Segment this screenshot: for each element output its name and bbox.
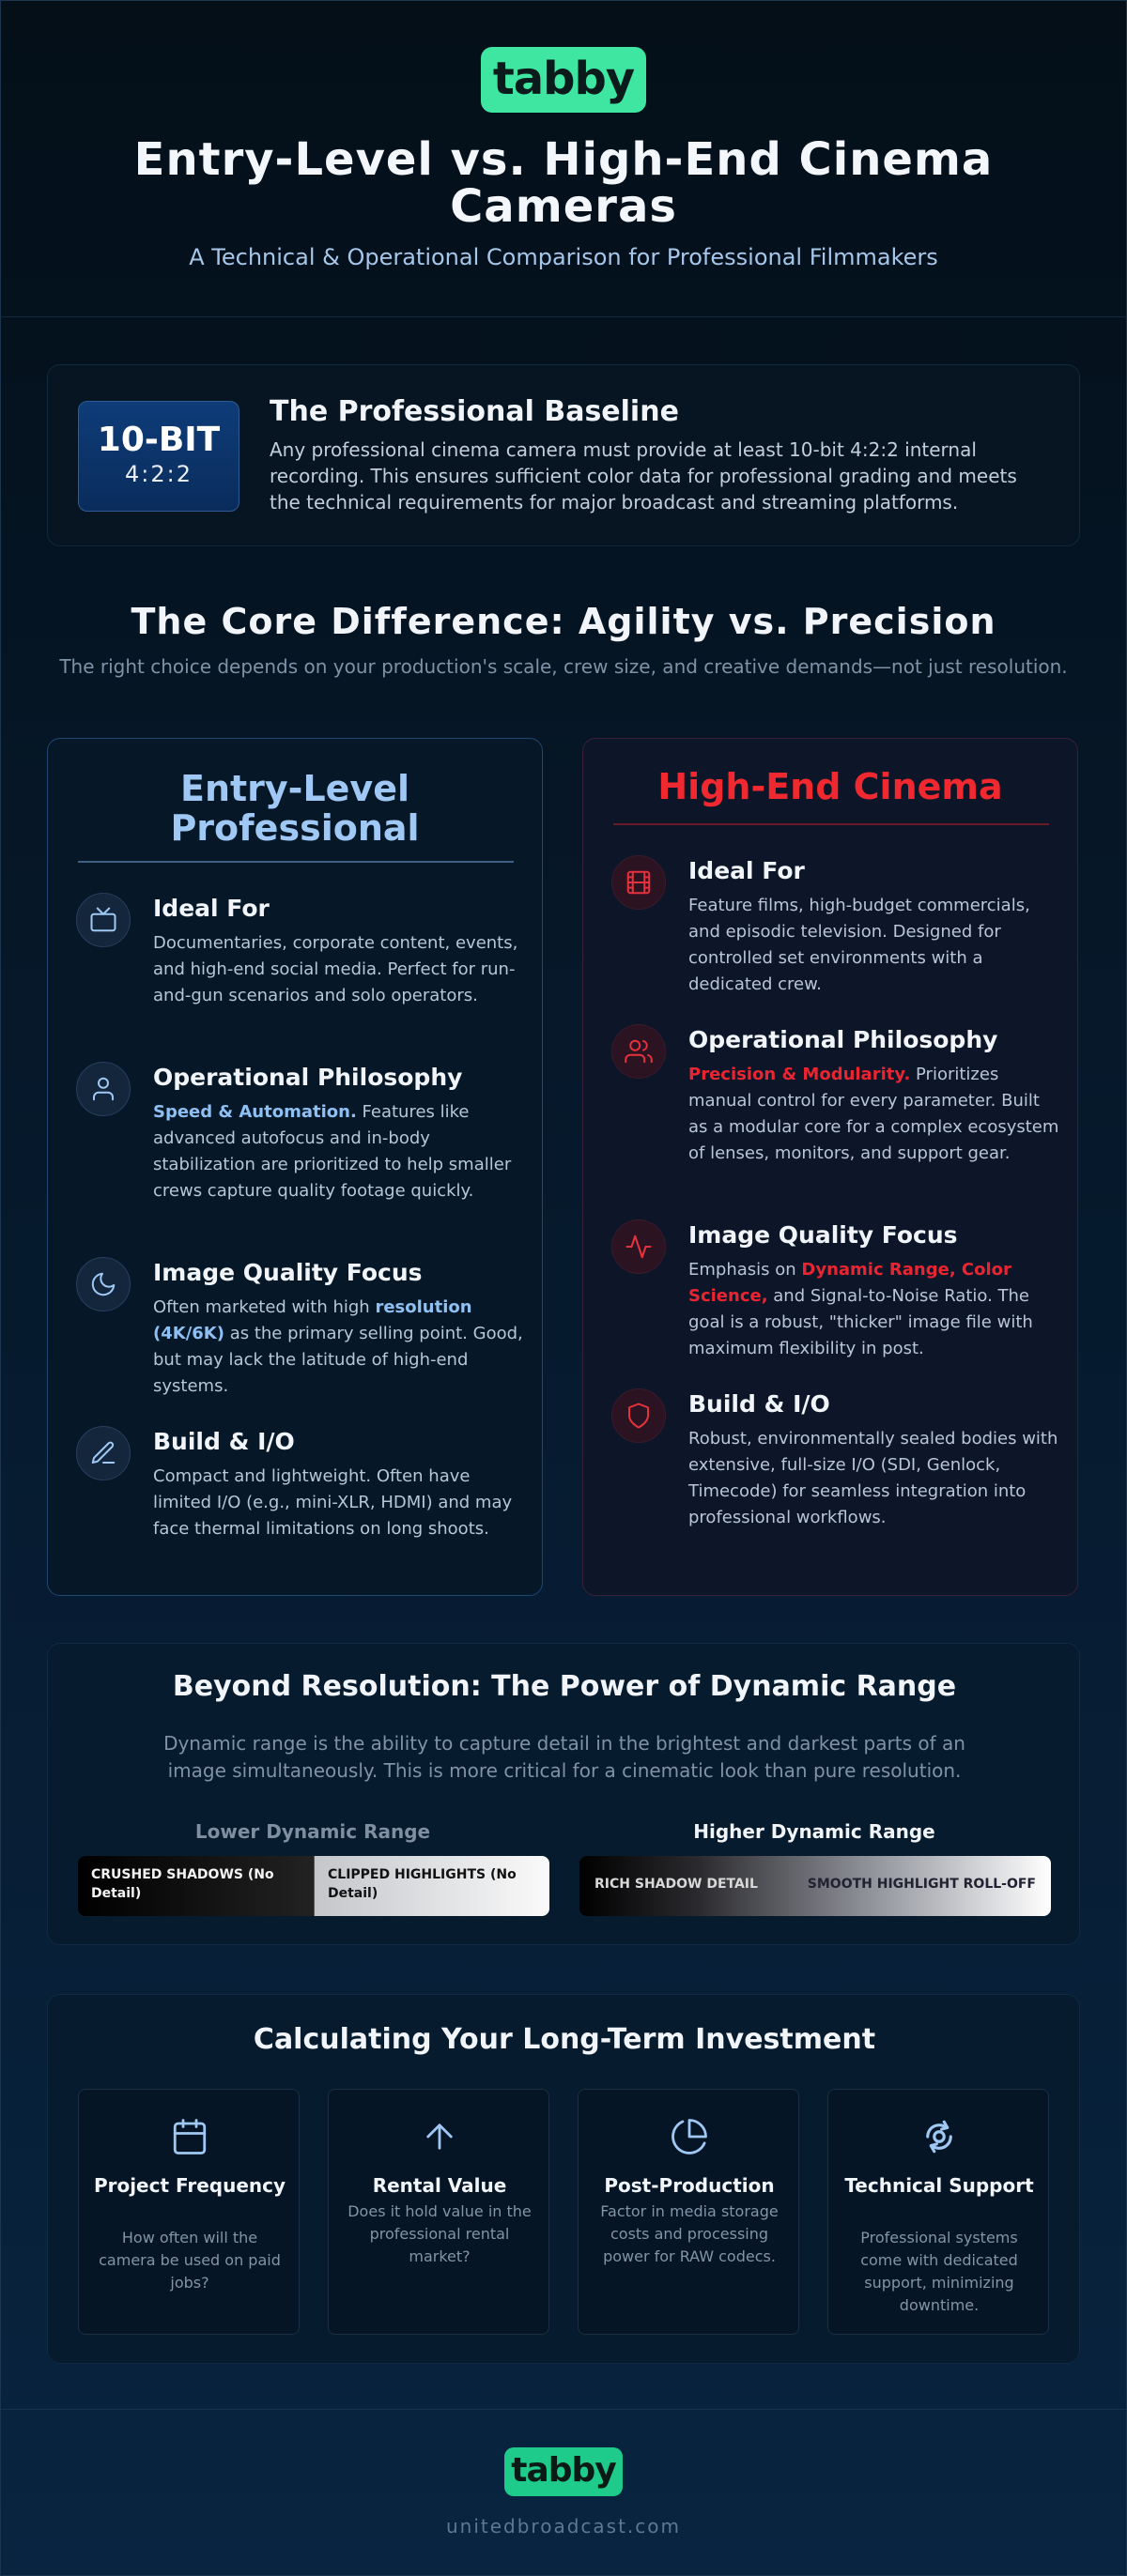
investment-card-post (578, 2089, 799, 2335)
shield-icon (611, 1388, 666, 1443)
brand-logo[interactable]: tabby (481, 47, 646, 113)
crushed-shadows-segment: CRUSHED SHADOWS (No Detail) (78, 1856, 314, 1916)
item-text: Robust, environmentally sealed bodies with extensive, full-size I/O (SDI, Genlock, Timecode) for seamless integration into professional workflows. (688, 1429, 1058, 1527)
item-text: Compact and lightweight. Often have limited I/O (e.g., mini-XLR, HDMI) and may face thermal limitations on long shoots. (153, 1466, 513, 1539)
item-text-post: as the primary selling point. Good, but may lack the latitude of high-end systems. (153, 1324, 523, 1396)
item-text (153, 1295, 529, 1400)
item-text (688, 1257, 1064, 1362)
item-text (153, 1099, 529, 1204)
item-text-body: Features like advanced autofocus and in-body stabilization are prioritized to help smaller crews capture quality footage quickly. (153, 1102, 512, 1201)
page-subtitle: A Technical & Operational Comparison for Professional Filmmakers (189, 244, 938, 270)
activity-icon (611, 1219, 666, 1274)
high-end-title: High-End Cinema (657, 766, 1003, 807)
investment-section (47, 1994, 1080, 2364)
card-title: Project Frequency (93, 2174, 286, 2197)
highlight: Speed & Automation. (153, 1102, 357, 1122)
investment-card-frequency (78, 2089, 300, 2335)
card-text: Does it hold value in the professional rental market? (347, 2202, 532, 2265)
item-text-post: and Signal-to-Noise Ratio. The goal is a robust, "thicker" image file with maximum flexibility in post. (688, 1286, 1033, 1358)
footer-logo[interactable]: tabby (504, 2447, 623, 2496)
moon-icon (76, 1257, 131, 1311)
item-text: Documentaries, corporate content, events, and high-end social media. Perfect for run-and-gun scenarios and solo operators. (153, 933, 518, 1005)
tv-icon (76, 893, 131, 947)
rich-shadow-label: RICH SHADOW DETAIL (594, 1877, 758, 1892)
item-title: Operational Philosophy (688, 1026, 998, 1053)
footer (0, 2409, 1127, 2576)
entry-level-title: Entry-Level Professional (170, 768, 420, 849)
footer-url[interactable]: unitedbroadcast.com (445, 2515, 681, 2538)
bit-depth-badge (78, 401, 239, 512)
high-range-label: Higher Dynamic Range (693, 1820, 935, 1843)
card-text: Factor in media storage costs and processing power for RAW codecs. (600, 2202, 779, 2265)
divider (613, 823, 1049, 825)
item-title: Build & I/O (688, 1390, 830, 1418)
users-icon (611, 1024, 666, 1079)
investment-card-rental (328, 2089, 549, 2335)
highlight-rolloff-label: SMOOTH HIGHLIGHT ROLL-OFF (807, 1877, 1036, 1892)
item-title: Ideal For (688, 857, 805, 884)
item-text: Feature films, high-budget commercials, and episodic television. Designed for controlled set environments with a dedicated crew. (688, 896, 1030, 994)
highlight: Dynamic Range, Color Science, (688, 1260, 1011, 1306)
film-icon (611, 855, 666, 910)
divider (78, 861, 514, 863)
item-title: Ideal For (153, 895, 270, 922)
low-range-bar (78, 1856, 549, 1916)
card-title: Technical Support (844, 2174, 1034, 2197)
high-range-bar (579, 1856, 1051, 1916)
item-title: Operational Philosophy (153, 1064, 463, 1091)
page-title: Entry-Level vs. High-End Cinema Cameras (133, 133, 994, 233)
arrow-up-icon (329, 2108, 550, 2165)
item-text-pre: Often marketed with high (153, 1297, 376, 1317)
card-title: Rental Value (372, 2174, 507, 2197)
core-subtitle: The right choice depends on your production's scale, crew size, and creative demands—not just resolution. (59, 655, 1068, 678)
user-icon (76, 1062, 131, 1116)
high-end-column (582, 738, 1078, 1596)
investment-card-support (827, 2089, 1049, 2335)
card-text: How often will the camera be used on paid jobs? (99, 2229, 281, 2292)
header (0, 0, 1127, 317)
highlight: resolution (4K/6K) (153, 1297, 472, 1343)
item-title: Image Quality Focus (688, 1221, 958, 1249)
investment-title: Calculating Your Long-Term Investment (253, 2023, 876, 2056)
item-text-body: Prioritizes manual control for every parameter. Built as a modular core for a complex ecosystem of lenses, monitors, and support gear. (688, 1065, 1059, 1163)
item-title: Image Quality Focus (153, 1259, 423, 1286)
pie-chart-icon (579, 2108, 800, 2165)
dynamic-range-section (47, 1643, 1080, 1945)
calendar-icon (79, 2108, 301, 2165)
item-text (688, 1062, 1064, 1167)
dynamic-range-title: Beyond Resolution: The Power of Dynamic Range (172, 1670, 957, 1703)
card-text: Professional systems come with dedicated support, minimizing downtime. (860, 2229, 1018, 2314)
low-range-label: Lower Dynamic Range (194, 1820, 431, 1843)
support-icon (828, 2108, 1050, 2165)
pencil-icon (76, 1426, 131, 1480)
core-title: The Core Difference: Agility vs. Precision (131, 601, 996, 642)
baseline-card (47, 364, 1080, 546)
badge-sub: 4:2:2 (125, 461, 193, 487)
highlight: Precision & Modularity. (688, 1065, 911, 1084)
entry-level-column (47, 738, 543, 1596)
dynamic-range-text: Dynamic range is the ability to capture detail in the brightest and darkest parts of an image simultaneously. This is more critical for a cinematic look than pure resolution. (163, 1732, 965, 1782)
baseline-text: Any professional cinema camera must provide at least 10-bit 4:2:2 internal recording. This ensures sufficient color data for professional grading and meets the technical requirements for major broadcast and streaming platforms. (270, 438, 1017, 514)
clipped-highlights-segment: CLIPPED HIGHLIGHTS (No Detail) (314, 1856, 549, 1916)
card-title: Post-Production (604, 2174, 775, 2197)
item-text-pre: Emphasis on (688, 1260, 802, 1280)
baseline-title: The Professional Baseline (270, 395, 679, 428)
badge-main: 10-BIT (97, 421, 221, 459)
item-title: Build & I/O (153, 1428, 295, 1455)
